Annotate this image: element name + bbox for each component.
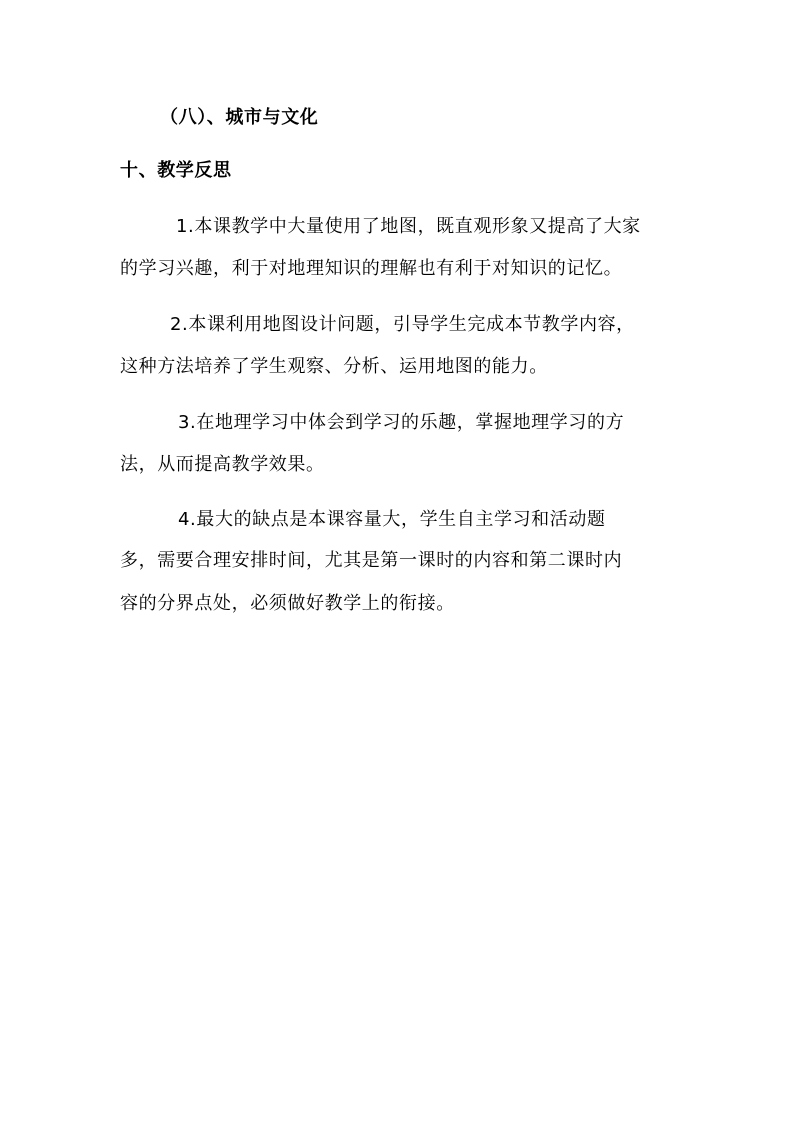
section-subheading: （八）、城市与文化 (160, 107, 319, 128)
paragraph-line: 容的分界点处，必须做好教学上的衔接。 (120, 593, 455, 614)
paragraph-line: 法，从而提高教学效果。 (120, 454, 325, 475)
paragraph-line: 2.本课利用地图设计问题，引导学生完成本节教学内容， (170, 314, 635, 335)
paragraph-line: 多，需要合理安排时间，尤其是第一课时的内容和第二课时内 (120, 550, 623, 571)
paragraph-line: 3.在地理学习中体会到学习的乐趣，掌握地理学习的方 (178, 412, 625, 433)
paragraph-line: 4.最大的缺点是本课容量大，学生自主学习和活动题 (178, 509, 606, 530)
paragraph-line: 的学习兴趣，利于对地理知识的理解也有利于对知识的记忆。 (120, 258, 623, 279)
section-heading: 十、教学反思 (120, 160, 232, 181)
paragraph-line: 1.本课教学中大量使用了地图，既直观形象又提高了大家 (176, 216, 641, 237)
paragraph-line: 这种方法培养了学生观察、分析、运用地图的能力。 (120, 356, 548, 377)
